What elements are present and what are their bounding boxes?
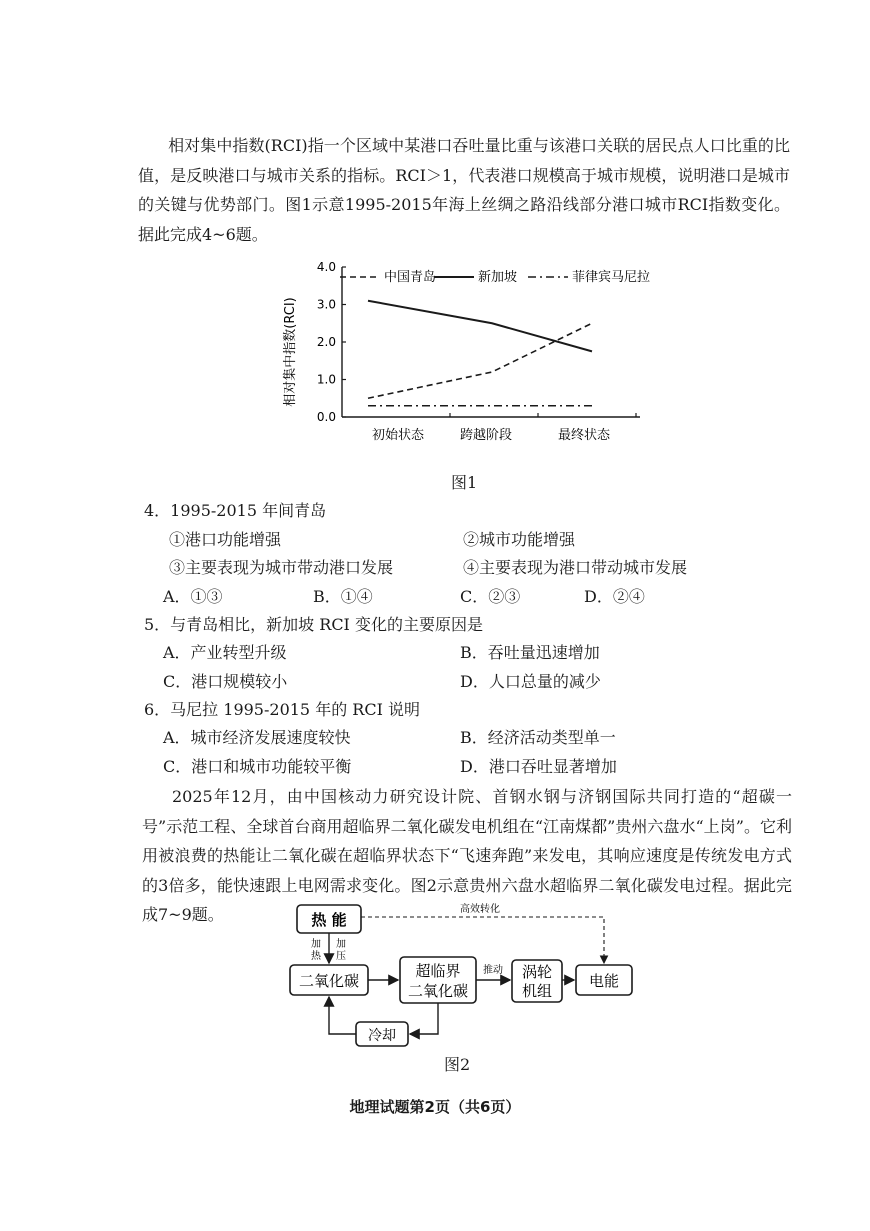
y-axis-label: 相对集中指数(RCI)	[283, 297, 298, 407]
page-footer: 地理试题第2页（共6页）	[349, 1098, 521, 1116]
figure-1-caption: 图1	[451, 473, 478, 492]
chart-legend	[340, 269, 650, 285]
x-tick-label: 最终状态	[557, 428, 611, 443]
cooling-label: 冷却	[368, 1028, 396, 1044]
q6-option-d: D．港口吞吐显著增加	[460, 757, 617, 776]
pressurizing-label-2: 压	[336, 951, 346, 962]
heat-label: 热 能	[311, 911, 347, 929]
q4-statement-1: ①港口功能增强	[169, 530, 282, 549]
q4-stem: 4．1995-2015 年间青岛	[144, 501, 327, 520]
cooling-to-co2-arrow	[329, 997, 356, 1034]
q6-option-c: C．港口和城市功能较平衡	[163, 757, 352, 776]
y-tick-label: 4.0	[316, 260, 336, 274]
q6-option-b: B．经济活动类型单一	[460, 728, 616, 747]
x-tick-label: 初始状态	[371, 428, 425, 443]
q4-statement-4: ④主要表现为港口带动城市发展	[463, 558, 688, 577]
heating-label-1: 加	[311, 939, 321, 950]
efficient-conversion-label: 高效转化	[460, 904, 500, 915]
y-tick-label: 0.0	[316, 410, 336, 424]
q5-option-b: B．吞吐量迅速增加	[460, 643, 600, 662]
legend-label-1: 中国青岛	[384, 270, 437, 285]
q5-option-c: C．港口规模较小	[163, 672, 288, 691]
supercritical-label-1: 超临界	[415, 962, 461, 980]
chart-axes	[282, 260, 640, 443]
turbine-label-2: 机组	[521, 982, 553, 1000]
series-line-1	[368, 323, 592, 398]
intro-paragraph-1	[138, 131, 790, 249]
efficient-conversion-arrow	[361, 917, 604, 963]
q4-option-b: B．①④	[313, 587, 373, 606]
pressurizing-label-1: 加	[336, 939, 346, 950]
supercritical-to-cooling-arrow	[410, 1003, 438, 1034]
y-tick-label: 3.0	[316, 297, 336, 312]
figure-2-caption: 图2	[444, 1055, 471, 1074]
q4-statement-3: ③主要表现为城市带动港口发展	[169, 558, 394, 577]
legend-label-2: 新加坡	[478, 270, 518, 285]
q5-option-d: D．人口总量的减少	[460, 672, 601, 691]
q6-option-a: A．城市经济发展速度较快	[163, 728, 351, 747]
co2-label: 二氧化碳	[298, 972, 360, 990]
legend-label-3: 菲律宾马尼拉	[572, 270, 650, 285]
q6-stem: 6．马尼拉 1995-2015 年的 RCI 说明	[144, 700, 420, 719]
supercritical-label-2: 二氧化碳	[407, 982, 469, 1000]
rci-line-chart	[270, 250, 650, 450]
q4-option-c: C．②③	[460, 587, 521, 606]
y-tick-label: 1.0	[316, 372, 336, 387]
y-tick-label: 2.0	[316, 335, 336, 349]
q4-option-d: D．②④	[584, 587, 645, 606]
chart-series	[368, 301, 592, 406]
q5-option-a: A．产业转型升级	[163, 643, 287, 662]
q5-stem: 5．与青岛相比，新加坡 RCI 变化的主要原因是	[144, 615, 483, 634]
x-tick-label: 跨越阶段	[459, 428, 513, 443]
drive-label: 推动	[483, 965, 503, 976]
q4-statement-2: ②城市功能增强	[463, 530, 576, 549]
series-line-2	[368, 301, 592, 352]
q4-option-a: A．①③	[163, 587, 223, 606]
heating-label-2: 热	[311, 951, 321, 962]
power-generation-diagram	[280, 895, 660, 1055]
intro-1-text: 相对集中指数(RCI)指一个区域中某港口吞吐量比重与该港口关联的居民点人口比重的比值，是反映港口与城市关系的指标。RCI＞1，代表港口规模高于城市规模，说明港口是城市的关键与优势部门。图1示意1995-2015年海上丝绸之路沿线部分港口城市RCI指数变化。据此完成4~6题。	[138, 136, 790, 244]
intro-2-text: 2025年12月，由中国核动力研究设计院、首钢水钢与济钢国际共同打造的“超碳一号”示范工程、全球首台商用超临界二氧化碳发电机组在“江南煤都”贵州六盘水“上岗”。它利用被浪费的热能让二氧化碳在超临界状态下“飞速奔跑”来发电，其响应速度是传统发电方式的3倍多，能快速跟上电网需求变化。图2示意贵州六盘水超临界二氧化碳发电过程。据此完成7~9题。	[142, 787, 792, 924]
power-label: 电能	[588, 972, 620, 990]
turbine-label-1: 涡轮	[521, 963, 553, 981]
